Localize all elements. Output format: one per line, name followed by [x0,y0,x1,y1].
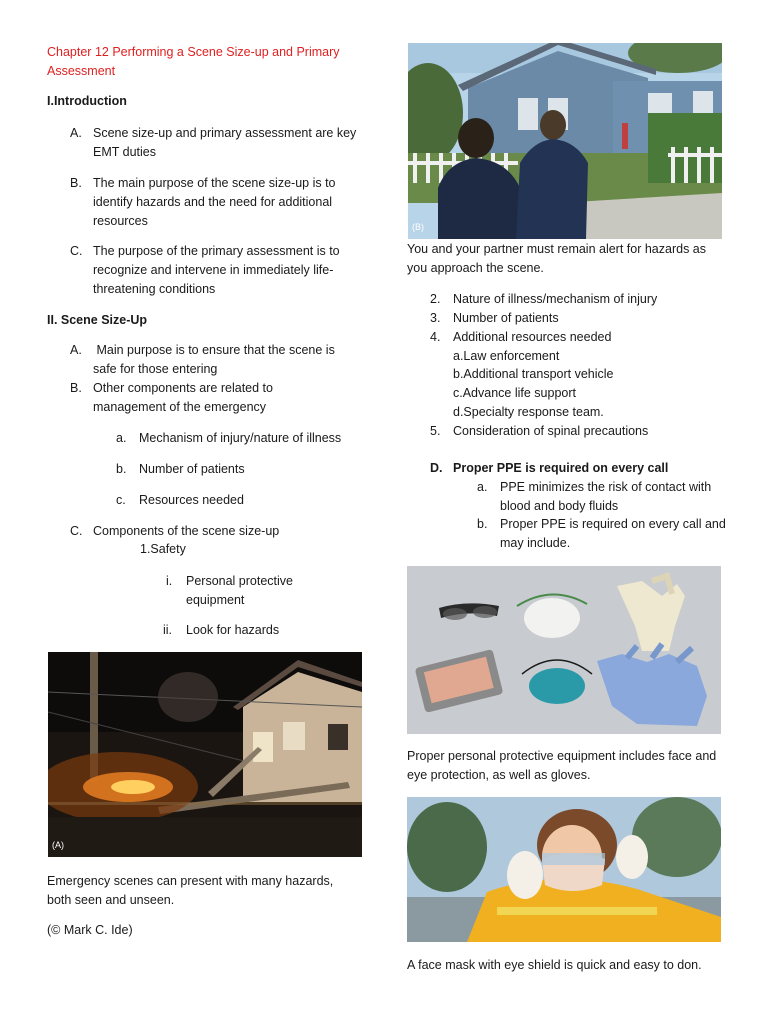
caption-ppe: Proper personal protective equipment includes face and eye protection, as well as gloves. [407,749,717,782]
ppe-heading-marker: D. [430,461,443,475]
ppe-item-b-marker: b. [477,517,488,531]
ppe-heading: Proper PPE is required on every call [453,461,669,475]
ppe-item-b: Proper PPE is required on every call and may include. [500,517,726,550]
numbered-item-2-marker: 2. [430,292,441,306]
sizeup-item-b: Other components are related to management of the emergency [93,381,273,414]
page-title: Chapter 12 Performing a Scene Size-up and Primary Assessment [47,45,340,78]
roman-item-i-marker: i. [166,574,173,588]
numbered-item-4-marker: 4. [430,330,441,344]
sub-item-c-marker: c. [116,493,126,507]
sub-item-b: Number of patients [139,462,245,476]
numbered-item-5-marker: 5. [430,424,441,438]
intro-item-b: The main purpose of the scene size-up is to identify hazards and the need for additional resources [93,176,336,228]
sizeup-item-a-marker: A. [70,343,82,357]
caption-face-mask: A face mask with eye shield is quick and easy to don. [407,958,702,972]
intro-item-a-marker: A. [70,126,82,140]
numbered-item-3-marker: 3. [430,311,441,325]
photo-ppe-equipment [407,566,721,734]
ppe-item-a-marker: a. [477,480,488,494]
components-item: Components of the scene size-up [93,524,280,538]
resource-law-enforcement: a.Law enforcement [453,349,560,363]
intro-item-b-marker: B. [70,176,82,190]
roman-item-i: Personal protective equipment [186,574,294,607]
caption-emts-approaching: You and your partner must remain alert for hazards as you approach the scene. [407,242,706,275]
sizeup-item-b-marker: B. [70,381,82,395]
photo-credit: (© Mark C. Ide) [47,923,133,937]
sub-item-b-marker: b. [116,462,127,476]
intro-item-c-marker: C. [70,244,83,258]
photo-face-mask [407,797,721,942]
resource-transport: b.Additional transport vehicle [453,367,614,381]
safety-subheading: 1.Safety [140,542,186,556]
introduction-heading: I.Introduction [47,94,127,108]
photo-emts-approaching [408,43,722,239]
resource-specialty: d.Specialty response team. [453,405,604,419]
sub-item-a-marker: a. [116,431,127,445]
numbered-item-5: Consideration of spinal precautions [453,424,649,438]
numbered-item-2: Nature of illness/mechanism of injury [453,292,658,306]
ppe-item-a: PPE minimizes the risk of contact with blood and body fluids [500,480,712,513]
intro-item-c: The purpose of the primary assessment is to recognize and intervene in immediately life-threatening conditions [93,244,340,296]
sizeup-item-a: Main purpose is to ensure that the scene is safe for those entering [93,343,339,376]
sub-item-a: Mechanism of injury/nature of illness [139,431,342,445]
photo-fire-scene [48,652,362,857]
caption-fire-scene: Emergency scenes can present with many hazards, both seen and unseen. [47,874,334,907]
photo-b-label: (B) [412,222,424,232]
numbered-item-4: Additional resources needed [453,330,612,344]
resource-als: c.Advance life support [453,386,576,400]
photo-a-label: (A) [52,840,64,850]
intro-item-a: Scene size-up and primary assessment are key EMT duties [93,126,357,159]
components-item-marker: C. [70,524,83,538]
roman-item-ii: Look for hazards [186,623,280,637]
sub-item-c: Resources needed [139,493,244,507]
scene-sizeup-heading: II. Scene Size-Up [47,313,148,327]
roman-item-ii-marker: ii. [163,623,173,637]
numbered-item-3: Number of patients [453,311,559,325]
